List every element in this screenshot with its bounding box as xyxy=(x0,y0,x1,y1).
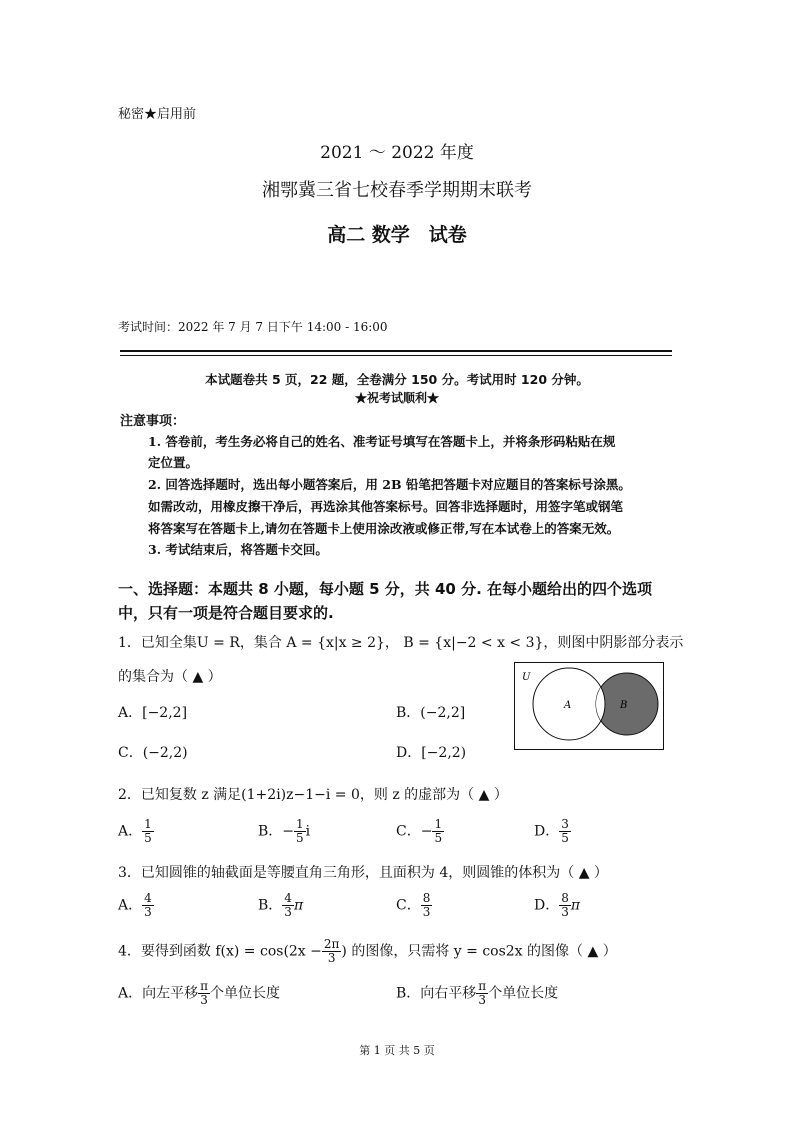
page-title: 高二 数学 试卷 xyxy=(327,224,467,246)
question-1-option-b: B．(−2,2] xyxy=(396,705,466,721)
question-2-option-b: B．− $\frac{1}{5}$ i xyxy=(258,817,311,845)
question-4-option-b: B．向右平移 $\frac{\pi}{3}$ 个单位长度 xyxy=(396,979,559,1007)
question-4-option-a: A．向左平移 $\frac{\pi}{3}$ 个单位长度 xyxy=(118,979,281,1007)
notice-line: 定位置。 xyxy=(148,455,199,470)
notice-line: 2. 回答选择题时，选出每小题答案后，用 2B 铅笔把答题卡对应题目的答案标号涂黑。 xyxy=(148,477,631,492)
instructions-summary: 本试题卷共 5 页，22 题，全卷满分 150 分。考试用时 120 分钟。 xyxy=(205,372,589,387)
good-luck-wish: ★祝考试顺利★ xyxy=(354,391,439,405)
question-3-option-a: A． $\frac{4}{3}$ xyxy=(118,891,152,919)
question-3-option-b: B． $\frac{4}{3}$ π xyxy=(258,891,304,919)
question-2-option-c: C．− $\frac{1}{5}$ xyxy=(396,817,443,845)
question-3-option-c: C． $\frac{8}{3}$ xyxy=(396,891,431,919)
question-2-option-d: D． $\frac{3}{5}$ xyxy=(534,817,569,845)
exam-name: 湘鄂冀三省七校春季学期期末联考 xyxy=(262,180,532,201)
school-year: 2021 ～ 2022 年度 xyxy=(320,143,474,163)
question-1-option-a: A．[−2,2] xyxy=(118,705,188,721)
notice-line: 将答案写在答题卡上,请勿在答题卡上使用涂改液或修正带,写在本试卷上的答案无效。 xyxy=(148,521,620,536)
question-1-stem: 1．已知全集U = R，集合 A = {x|x ≥ 2}， B = {x|−2 < x < 3}，则图中阴影部分表示 xyxy=(118,635,684,651)
question-1-option-c: C．(−2,2) xyxy=(118,745,188,761)
question-4-stem: 4．要得到函数 f(x) = cos(2x − $\frac{2\pi}{3}$ ) 的图像，只需将 y = cos2x 的图像（ ▲ ） xyxy=(118,937,617,965)
question-1-stem-cont: 的集合为（ ▲ ） xyxy=(118,669,222,685)
notice-title: 注意事项： xyxy=(120,414,186,429)
section-heading: 一、选择题：本题共 8 小题，每小题 5 分，共 40 分. 在每小题给出的四个选项 xyxy=(118,580,653,598)
question-3-stem: 3．已知圆锥的轴截面是等腰直角三角形，且面积为 4，则圆锥的体积为（ ▲ ） xyxy=(118,865,608,881)
notice-line: 3. 考试结束后，将答题卡交回。 xyxy=(148,542,328,557)
divider-thick xyxy=(120,350,672,352)
divider-thin xyxy=(120,355,672,356)
notice-line: 1. 答卷前，考生务必将自己的姓名、准考证号填写在答题卡上，并将条形码粘贴在规 xyxy=(148,434,616,449)
exam-time: 考试时间：2022 年 7 月 7 日下午 14:00 - 16:00 xyxy=(118,320,388,334)
section-heading-cont: 中，只有一项是符合题目要求的. xyxy=(118,604,334,622)
question-3-option-d: D． $\frac{8}{3}$ π xyxy=(534,891,581,919)
secret-label: 秘密★启用前 xyxy=(118,107,197,122)
venn-diagram xyxy=(514,662,664,750)
question-1-option-d: D．[−2,2) xyxy=(396,745,467,761)
page-footer: 第 1 页 共 5 页 xyxy=(359,1044,435,1057)
label-b: B xyxy=(620,700,628,711)
label-u: U xyxy=(522,672,531,683)
notice-line: 如需改动，用橡皮擦干净后，再选涂其他答案标号。回答非选择题时，用签字笔或钢笔 xyxy=(148,499,624,514)
question-2-option-a: A． $\frac{1}{5}$ xyxy=(118,817,152,845)
label-a: A xyxy=(564,700,572,711)
question-2-stem: 2．已知复数 z 满足(1+2i)z−1−i = 0，则 z 的虚部为（ ▲ ） xyxy=(118,787,508,803)
